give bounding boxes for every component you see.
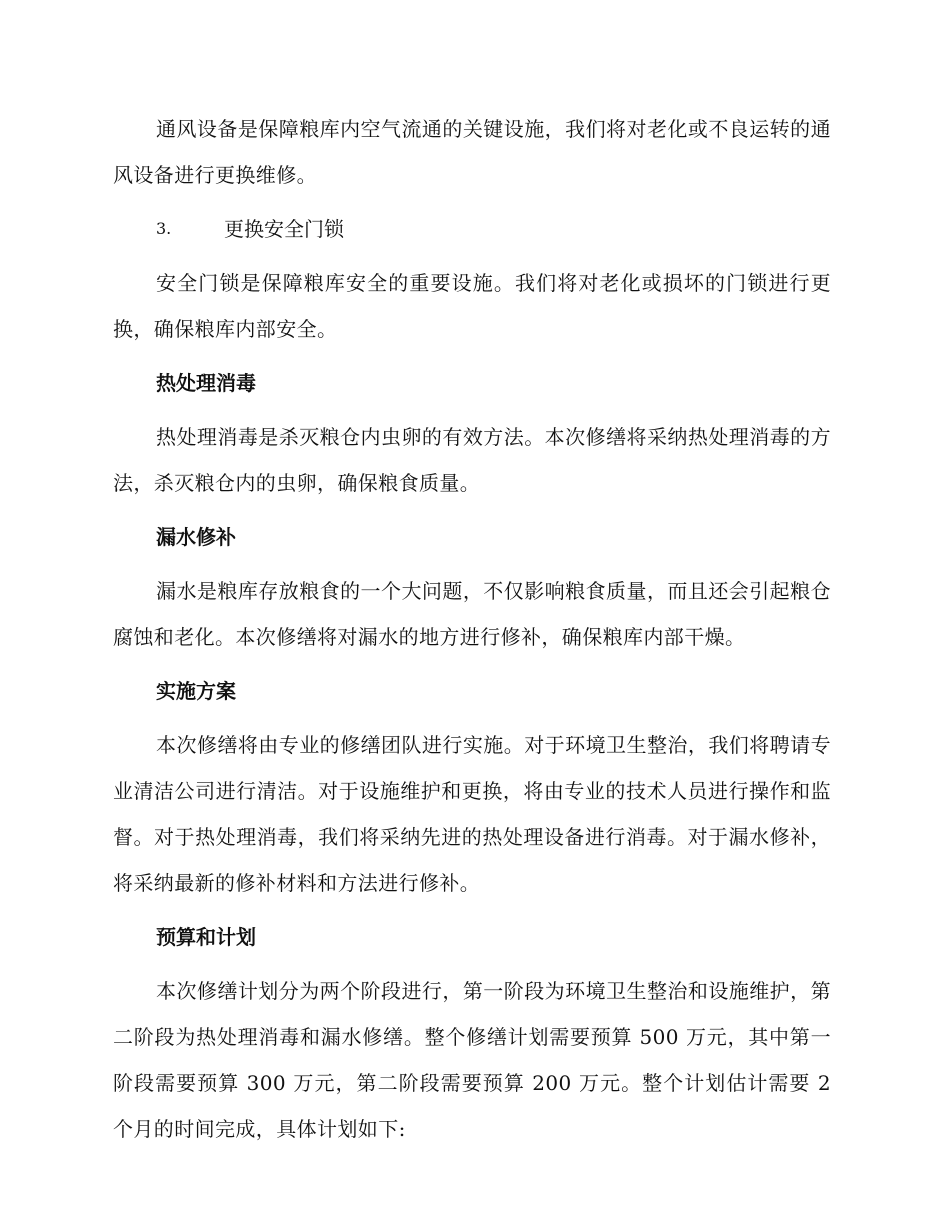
heading-budget-plan: 预算和计划 [156,925,256,949]
document-body [113,106,831,1160]
paragraph-budget-plan: 本次修缮计划分为两个阶段进行，第一阶段为环境卫生整治和设施维护，第二阶段为热处理消毒和漏水修缮。整个修缮计划需要预算 500 万元，其中第一阶段需要预算 300 万元，第二阶段需要预算 200 万元。整个计划估计需要 2 个月的时间完成，具体计划如下: [113,979,831,1141]
paragraph-ventilation: 通风设备是保障粮库内空气流通的关键设施，我们将对老化或不良运转的通风设备进行更换维修。 [113,117,831,187]
heading-implementation: 实施方案 [156,679,236,703]
paragraph-locks: 安全门锁是保障粮库安全的重要设施。我们将对老化或损坏的门锁进行更换，确保粮库内部安全。 [113,271,831,341]
list-item-number: 3. [156,219,172,238]
list-item-replace-locks [113,206,831,252]
paragraph-implementation: 本次修缮将由专业的修缮团队进行实施。对于环境卫生整治，我们将聘请专业清洁公司进行清洁。对于设施维护和更换，将由专业的技术人员进行操作和监督。对于热处理消毒，我们将采纳先进的热处理设备进行消毒。对于漏水修补，将采纳最新的修补材料和方法进行修补。 [113,733,831,895]
list-item-text: 更换安全门锁 [224,217,344,241]
paragraph-leak-repair: 漏水是粮库存放粮食的一个大问题，不仅影响粮食质量，而且还会引起粮仓腐蚀和老化。本次修缮将对漏水的地方进行修补，确保粮库内部干燥。 [113,579,831,649]
heading-heat-disinfection: 热处理消毒 [156,371,256,395]
paragraph-heat-disinfection: 热处理消毒是杀灭粮仓内虫卵的有效方法。本次修缮将采纳热处理消毒的方法，杀灭粮仓内的虫卵，确保粮食质量。 [113,425,831,495]
heading-leak-repair: 漏水修补 [156,525,236,549]
